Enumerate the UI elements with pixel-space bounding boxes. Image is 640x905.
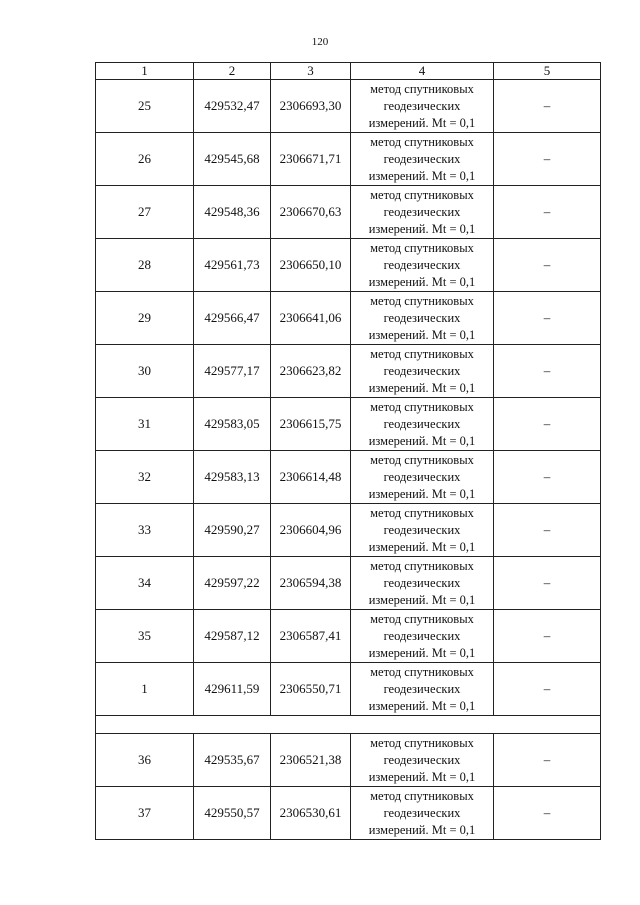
method-cell	[351, 239, 494, 292]
x-coordinate-cell: 429590,27	[194, 504, 271, 557]
method-line: метод спутниковых	[370, 240, 474, 255]
method-line: измерений. Mt = 0,1	[368, 168, 476, 183]
y-coordinate-cell: 2306594,38	[271, 557, 351, 610]
method-line: геодезических	[383, 98, 461, 113]
method-line: геодезических	[383, 522, 461, 537]
method-line: геодезических	[383, 469, 461, 484]
point-number-cell: 1	[96, 663, 194, 716]
method-line: метод спутниковых	[370, 505, 474, 520]
table-row	[96, 133, 601, 186]
method-line: геодезических	[383, 363, 461, 378]
table-row	[96, 292, 601, 345]
y-coordinate-cell: 2306587,41	[271, 610, 351, 663]
x-coordinate-cell: 429535,67	[194, 734, 271, 787]
point-number-cell: 31	[96, 398, 194, 451]
x-coordinate-cell: 429597,22	[194, 557, 271, 610]
point-number-cell: 32	[96, 451, 194, 504]
x-coordinate-cell: 429583,05	[194, 398, 271, 451]
method-line: измерений. Mt = 0,1	[368, 327, 476, 342]
x-coordinate-cell: 429566,47	[194, 292, 271, 345]
note-cell: –	[494, 398, 601, 451]
x-coordinate-cell: 429532,47	[194, 80, 271, 133]
method-line: метод спутниковых	[370, 293, 474, 308]
method-cell	[351, 398, 494, 451]
header-row	[96, 63, 601, 80]
method-cell	[351, 663, 494, 716]
header-col-3: 3	[271, 63, 351, 80]
header-col-5: 5	[494, 63, 601, 80]
coordinates-table	[95, 62, 601, 840]
method-line: метод спутниковых	[370, 134, 474, 149]
method-cell	[351, 787, 494, 840]
method-line: измерений. Mt = 0,1	[368, 645, 476, 660]
table-row	[96, 504, 601, 557]
x-coordinate-cell: 429545,68	[194, 133, 271, 186]
method-cell	[351, 80, 494, 133]
point-number-cell: 33	[96, 504, 194, 557]
method-line: метод спутниковых	[370, 735, 474, 750]
y-coordinate-cell: 2306615,75	[271, 398, 351, 451]
y-coordinate-cell: 2306614,48	[271, 451, 351, 504]
point-number-cell: 27	[96, 186, 194, 239]
y-coordinate-cell: 2306670,63	[271, 186, 351, 239]
point-number-cell: 29	[96, 292, 194, 345]
header-col-2: 2	[194, 63, 271, 80]
point-number-cell: 36	[96, 734, 194, 787]
note-cell: –	[494, 557, 601, 610]
method-line: метод спутниковых	[370, 399, 474, 414]
method-line: измерений. Mt = 0,1	[368, 433, 476, 448]
point-number-cell: 30	[96, 345, 194, 398]
point-number-cell: 37	[96, 787, 194, 840]
method-line: измерений. Mt = 0,1	[368, 380, 476, 395]
table-row	[96, 345, 601, 398]
method-line: измерений. Mt = 0,1	[368, 274, 476, 289]
method-line: геодезических	[383, 752, 461, 767]
note-cell: –	[494, 239, 601, 292]
note-cell: –	[494, 186, 601, 239]
note-cell: –	[494, 133, 601, 186]
method-cell	[351, 345, 494, 398]
method-line: геодезических	[383, 204, 461, 219]
method-line: геодезических	[383, 628, 461, 643]
point-number-cell: 35	[96, 610, 194, 663]
method-cell	[351, 504, 494, 557]
table-row	[96, 734, 601, 787]
y-coordinate-cell: 2306650,10	[271, 239, 351, 292]
x-coordinate-cell: 429577,17	[194, 345, 271, 398]
method-line: измерений. Mt = 0,1	[368, 486, 476, 501]
note-cell: –	[494, 345, 601, 398]
method-cell	[351, 734, 494, 787]
group-separator-row	[96, 716, 601, 734]
table-row	[96, 557, 601, 610]
page-number: 120	[311, 36, 329, 48]
note-cell: –	[494, 451, 601, 504]
method-line: измерений. Mt = 0,1	[368, 115, 476, 130]
y-coordinate-cell: 2306604,96	[271, 504, 351, 557]
method-line: измерений. Mt = 0,1	[368, 592, 476, 607]
point-number-cell: 34	[96, 557, 194, 610]
x-coordinate-cell: 429587,12	[194, 610, 271, 663]
point-number-cell: 26	[96, 133, 194, 186]
y-coordinate-cell: 2306693,30	[271, 80, 351, 133]
method-line: геодезических	[383, 257, 461, 272]
table-row	[96, 787, 601, 840]
method-line: измерений. Mt = 0,1	[368, 221, 476, 236]
method-line: метод спутниковых	[370, 81, 474, 96]
method-cell	[351, 557, 494, 610]
method-line: метод спутниковых	[370, 452, 474, 467]
x-coordinate-cell: 429561,73	[194, 239, 271, 292]
y-coordinate-cell: 2306641,06	[271, 292, 351, 345]
table-row	[96, 186, 601, 239]
y-coordinate-cell: 2306521,38	[271, 734, 351, 787]
table-row	[96, 610, 601, 663]
method-line: метод спутниковых	[370, 187, 474, 202]
method-line: измерений. Mt = 0,1	[368, 769, 476, 784]
method-line: геодезических	[383, 575, 461, 590]
note-cell: –	[494, 292, 601, 345]
x-coordinate-cell: 429583,13	[194, 451, 271, 504]
method-line: метод спутниковых	[370, 558, 474, 573]
table-row	[96, 239, 601, 292]
note-cell: –	[494, 504, 601, 557]
method-line: измерений. Mt = 0,1	[368, 822, 476, 837]
method-line: метод спутниковых	[370, 611, 474, 626]
method-cell	[351, 610, 494, 663]
note-cell: –	[494, 663, 601, 716]
table-body	[96, 80, 601, 840]
y-coordinate-cell: 2306671,71	[271, 133, 351, 186]
method-line: измерений. Mt = 0,1	[368, 539, 476, 554]
method-line: метод спутниковых	[370, 346, 474, 361]
header-col-1: 1	[96, 63, 194, 80]
method-line: измерений. Mt = 0,1	[368, 698, 476, 713]
header-col-4: 4	[351, 63, 494, 80]
group-separator-cell	[96, 716, 601, 734]
method-cell	[351, 292, 494, 345]
table-row	[96, 451, 601, 504]
y-coordinate-cell: 2306530,61	[271, 787, 351, 840]
note-cell: –	[494, 610, 601, 663]
note-cell: –	[494, 787, 601, 840]
method-line: геодезических	[383, 805, 461, 820]
y-coordinate-cell: 2306550,71	[271, 663, 351, 716]
method-line: геодезических	[383, 151, 461, 166]
y-coordinate-cell: 2306623,82	[271, 345, 351, 398]
method-line: метод спутниковых	[370, 788, 474, 803]
table-row	[96, 663, 601, 716]
x-coordinate-cell: 429611,59	[194, 663, 271, 716]
method-line: геодезических	[383, 416, 461, 431]
method-line: геодезических	[383, 310, 461, 325]
method-cell	[351, 186, 494, 239]
table-row	[96, 398, 601, 451]
point-number-cell: 28	[96, 239, 194, 292]
method-cell	[351, 451, 494, 504]
x-coordinate-cell: 429550,57	[194, 787, 271, 840]
x-coordinate-cell: 429548,36	[194, 186, 271, 239]
note-cell: –	[494, 734, 601, 787]
note-cell: –	[494, 80, 601, 133]
method-line: геодезических	[383, 681, 461, 696]
method-line: метод спутниковых	[370, 664, 474, 679]
table-row	[96, 80, 601, 133]
method-cell	[351, 133, 494, 186]
point-number-cell: 25	[96, 80, 194, 133]
